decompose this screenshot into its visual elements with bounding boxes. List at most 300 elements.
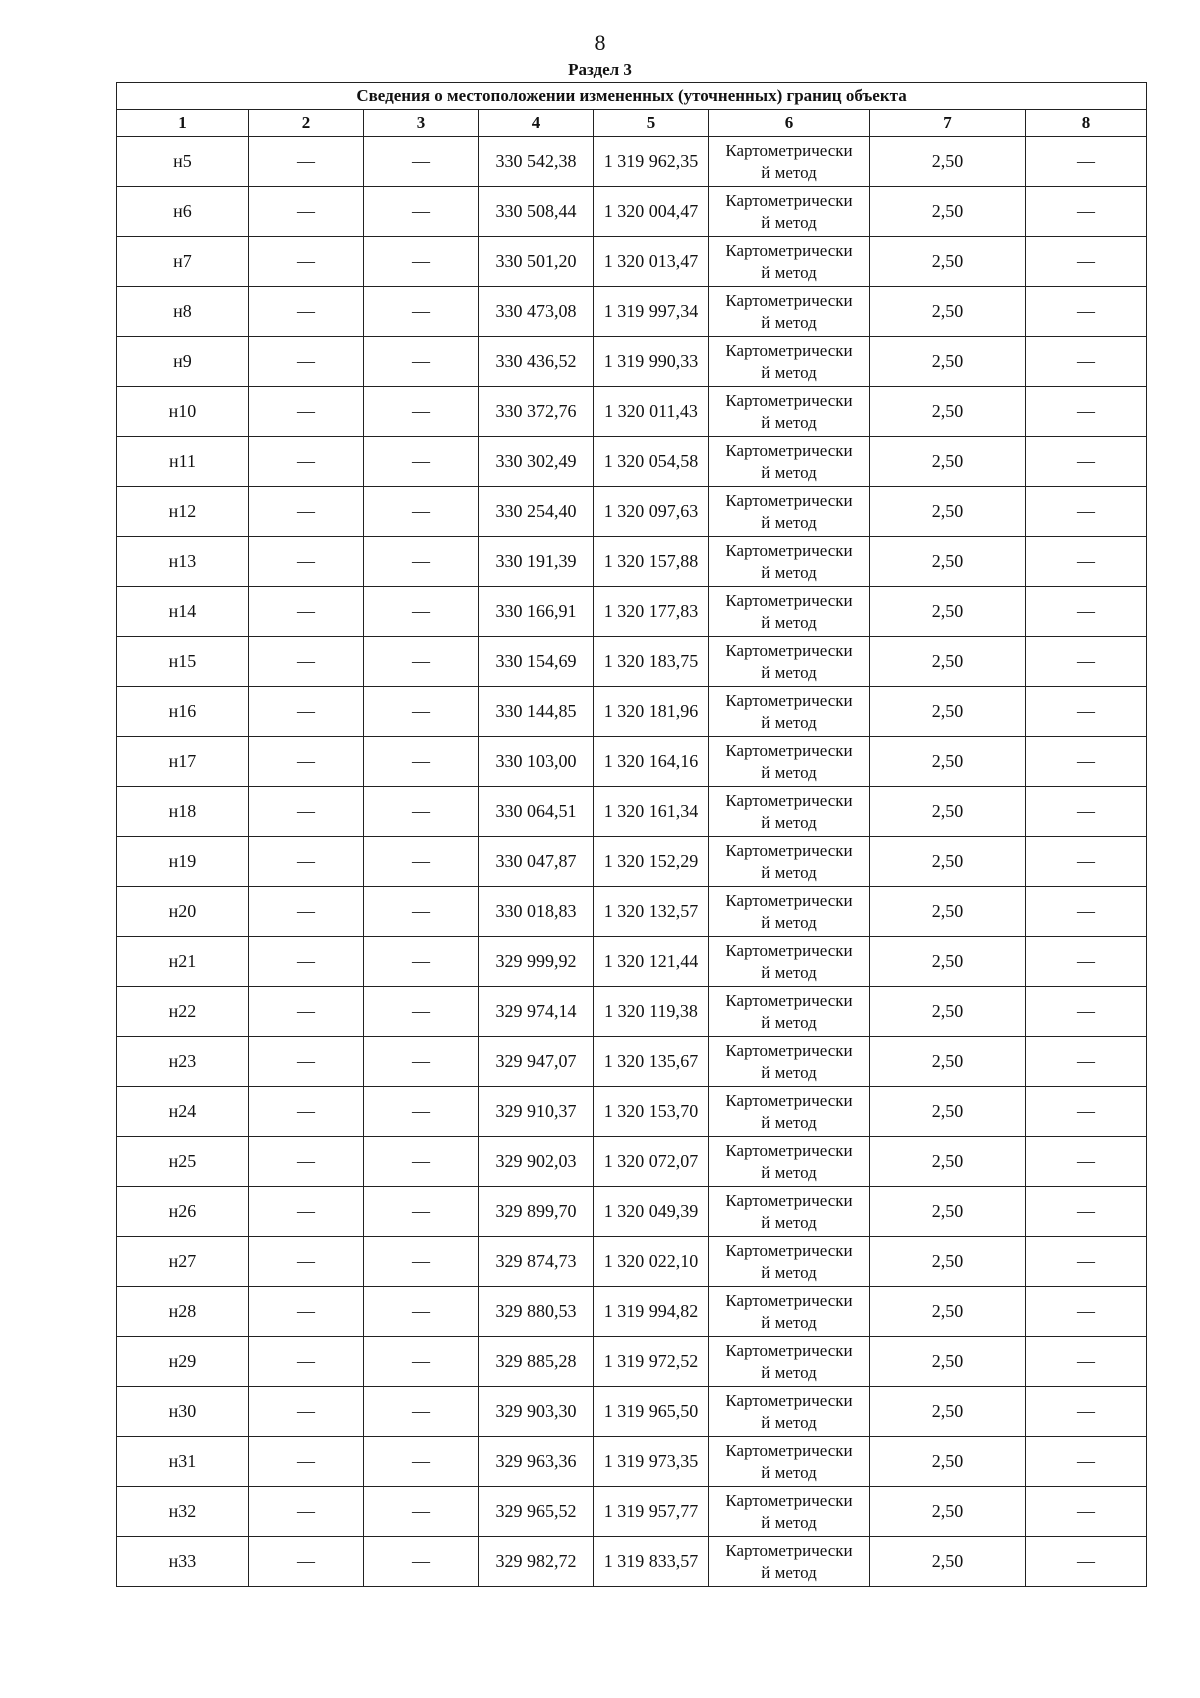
x-coordinate-cell: 330 473,08 bbox=[479, 287, 594, 337]
accuracy-cell: 2,50 bbox=[870, 837, 1026, 887]
method-text-line: Картометрически bbox=[725, 1290, 853, 1310]
table-row bbox=[117, 1137, 1147, 1187]
table-row bbox=[117, 1037, 1147, 1087]
table-header-row bbox=[117, 110, 1147, 137]
method-cell bbox=[709, 1237, 870, 1287]
method-text-line: й метод bbox=[761, 1012, 817, 1032]
method-cell bbox=[709, 1087, 870, 1137]
method-text-line: Картометрически bbox=[725, 990, 853, 1010]
accuracy-cell: 2,50 bbox=[870, 1537, 1026, 1587]
point-name-cell: н21 bbox=[117, 937, 249, 987]
method-cell bbox=[709, 437, 870, 487]
method-cell bbox=[709, 1187, 870, 1237]
accuracy-cell: 2,50 bbox=[870, 387, 1026, 437]
column-8-cell: — bbox=[1026, 1137, 1147, 1187]
column-8-cell: — bbox=[1026, 1187, 1147, 1237]
method-text-line: й метод bbox=[761, 962, 817, 982]
column-2-cell: — bbox=[249, 237, 364, 287]
table-row bbox=[117, 1187, 1147, 1237]
method-cell bbox=[709, 987, 870, 1037]
point-name-cell: н12 bbox=[117, 487, 249, 537]
table-row bbox=[117, 837, 1147, 887]
x-coordinate-cell: 329 885,28 bbox=[479, 1337, 594, 1387]
method-text-line: Картометрически bbox=[725, 340, 853, 360]
y-coordinate-cell: 1 320 054,58 bbox=[594, 437, 709, 487]
column-3-cell: — bbox=[364, 837, 479, 887]
x-coordinate-cell: 329 880,53 bbox=[479, 1287, 594, 1337]
column-2-cell: — bbox=[249, 687, 364, 737]
method-text-line: Картометрически bbox=[725, 890, 853, 910]
column-header: 2 bbox=[249, 110, 364, 137]
point-name-cell: н17 bbox=[117, 737, 249, 787]
point-name-cell: н9 bbox=[117, 337, 249, 387]
point-name-cell: н8 bbox=[117, 287, 249, 337]
method-text-line: й метод bbox=[761, 912, 817, 932]
method-cell bbox=[709, 1487, 870, 1537]
method-text-line: й метод bbox=[761, 162, 817, 182]
column-3-cell: — bbox=[364, 787, 479, 837]
column-3-cell: — bbox=[364, 1337, 479, 1387]
x-coordinate-cell: 329 982,72 bbox=[479, 1537, 594, 1587]
point-name-cell: н32 bbox=[117, 1487, 249, 1537]
accuracy-cell: 2,50 bbox=[870, 337, 1026, 387]
y-coordinate-cell: 1 320 153,70 bbox=[594, 1087, 709, 1137]
method-text-line: Картометрически bbox=[725, 1090, 853, 1110]
method-text-line: Картометрически bbox=[725, 840, 853, 860]
method-text-line: й метод bbox=[761, 1462, 817, 1482]
method-text-line: Картометрически bbox=[725, 940, 853, 960]
table-row bbox=[117, 1387, 1147, 1437]
column-2-cell: — bbox=[249, 337, 364, 387]
method-cell bbox=[709, 887, 870, 937]
method-text-line: Картометрически bbox=[725, 740, 853, 760]
x-coordinate-cell: 330 508,44 bbox=[479, 187, 594, 237]
accuracy-cell: 2,50 bbox=[870, 737, 1026, 787]
method-text-line: й метод bbox=[761, 362, 817, 382]
point-name-cell: н7 bbox=[117, 237, 249, 287]
column-3-cell: — bbox=[364, 1187, 479, 1237]
column-2-cell: — bbox=[249, 287, 364, 337]
column-8-cell: — bbox=[1026, 587, 1147, 637]
method-cell bbox=[709, 387, 870, 437]
method-text-line: й метод bbox=[761, 312, 817, 332]
column-header: 3 bbox=[364, 110, 479, 137]
y-coordinate-cell: 1 319 962,35 bbox=[594, 137, 709, 187]
column-2-cell: — bbox=[249, 1437, 364, 1487]
column-2-cell: — bbox=[249, 537, 364, 587]
method-cell bbox=[709, 787, 870, 837]
table-row bbox=[117, 437, 1147, 487]
column-2-cell: — bbox=[249, 1187, 364, 1237]
table-row bbox=[117, 1237, 1147, 1287]
method-text-line: Картометрически bbox=[725, 240, 853, 260]
method-text-line: й метод bbox=[761, 1062, 817, 1082]
column-3-cell: — bbox=[364, 187, 479, 237]
accuracy-cell: 2,50 bbox=[870, 137, 1026, 187]
table-row bbox=[117, 587, 1147, 637]
x-coordinate-cell: 330 372,76 bbox=[479, 387, 594, 437]
column-8-cell: — bbox=[1026, 437, 1147, 487]
column-8-cell: — bbox=[1026, 387, 1147, 437]
point-name-cell: н6 bbox=[117, 187, 249, 237]
method-cell bbox=[709, 487, 870, 537]
accuracy-cell: 2,50 bbox=[870, 1137, 1026, 1187]
column-8-cell: — bbox=[1026, 337, 1147, 387]
point-name-cell: н33 bbox=[117, 1537, 249, 1587]
y-coordinate-cell: 1 320 119,38 bbox=[594, 987, 709, 1037]
column-3-cell: — bbox=[364, 587, 479, 637]
method-cell bbox=[709, 937, 870, 987]
table-body bbox=[117, 137, 1147, 1587]
y-coordinate-cell: 1 320 183,75 bbox=[594, 637, 709, 687]
column-2-cell: — bbox=[249, 587, 364, 637]
accuracy-cell: 2,50 bbox=[870, 537, 1026, 587]
column-header: 4 bbox=[479, 110, 594, 137]
point-name-cell: н25 bbox=[117, 1137, 249, 1187]
y-coordinate-cell: 1 320 004,47 bbox=[594, 187, 709, 237]
method-text-line: й метод bbox=[761, 812, 817, 832]
column-2-cell: — bbox=[249, 837, 364, 887]
x-coordinate-cell: 330 436,52 bbox=[479, 337, 594, 387]
method-text-line: Картометрически bbox=[725, 690, 853, 710]
method-text-line: Картометрически bbox=[725, 490, 853, 510]
y-coordinate-cell: 1 319 997,34 bbox=[594, 287, 709, 337]
accuracy-cell: 2,50 bbox=[870, 1487, 1026, 1537]
y-coordinate-cell: 1 320 135,67 bbox=[594, 1037, 709, 1087]
method-cell bbox=[709, 737, 870, 787]
y-coordinate-cell: 1 320 022,10 bbox=[594, 1237, 709, 1287]
column-2-cell: — bbox=[249, 1137, 364, 1187]
accuracy-cell: 2,50 bbox=[870, 287, 1026, 337]
x-coordinate-cell: 330 254,40 bbox=[479, 487, 594, 537]
column-3-cell: — bbox=[364, 687, 479, 737]
column-3-cell: — bbox=[364, 637, 479, 687]
column-8-cell: — bbox=[1026, 287, 1147, 337]
accuracy-cell: 2,50 bbox=[870, 1337, 1026, 1387]
column-2-cell: — bbox=[249, 1537, 364, 1587]
table-row bbox=[117, 787, 1147, 837]
column-8-cell: — bbox=[1026, 1037, 1147, 1087]
x-coordinate-cell: 330 302,49 bbox=[479, 437, 594, 487]
y-coordinate-cell: 1 320 132,57 bbox=[594, 887, 709, 937]
table-row bbox=[117, 1337, 1147, 1387]
page-number: 8 bbox=[594, 30, 606, 55]
table-row bbox=[117, 387, 1147, 437]
accuracy-cell: 2,50 bbox=[870, 1187, 1026, 1237]
y-coordinate-cell: 1 320 121,44 bbox=[594, 937, 709, 987]
method-text-line: Картометрически bbox=[725, 1340, 853, 1360]
column-3-cell: — bbox=[364, 137, 479, 187]
x-coordinate-cell: 329 899,70 bbox=[479, 1187, 594, 1237]
table-row bbox=[117, 187, 1147, 237]
y-coordinate-cell: 1 319 833,57 bbox=[594, 1537, 709, 1587]
method-cell bbox=[709, 1537, 870, 1587]
method-text-line: й метод bbox=[761, 1212, 817, 1232]
column-2-cell: — bbox=[249, 137, 364, 187]
method-text-line: Картометрически bbox=[725, 1490, 853, 1510]
accuracy-cell: 2,50 bbox=[870, 1037, 1026, 1087]
column-8-cell: — bbox=[1026, 687, 1147, 737]
column-3-cell: — bbox=[364, 1237, 479, 1287]
column-header: 5 bbox=[594, 110, 709, 137]
method-text-line: Картометрически bbox=[725, 1440, 853, 1460]
table-row bbox=[117, 1087, 1147, 1137]
point-name-cell: н5 bbox=[117, 137, 249, 187]
table-row bbox=[117, 687, 1147, 737]
column-3-cell: — bbox=[364, 437, 479, 487]
column-8-cell: — bbox=[1026, 1087, 1147, 1137]
method-text-line: й метод bbox=[761, 1162, 817, 1182]
x-coordinate-cell: 329 903,30 bbox=[479, 1387, 594, 1437]
x-coordinate-cell: 330 018,83 bbox=[479, 887, 594, 937]
column-8-cell: — bbox=[1026, 1337, 1147, 1387]
column-8-cell: — bbox=[1026, 1387, 1147, 1437]
method-text-line: Картометрически bbox=[725, 1140, 853, 1160]
column-3-cell: — bbox=[364, 737, 479, 787]
table-row bbox=[117, 1537, 1147, 1587]
column-header: 6 bbox=[709, 110, 870, 137]
y-coordinate-cell: 1 320 164,16 bbox=[594, 737, 709, 787]
table-row bbox=[117, 937, 1147, 987]
table-row bbox=[117, 637, 1147, 687]
table-row bbox=[117, 337, 1147, 387]
table-row bbox=[117, 487, 1147, 537]
x-coordinate-cell: 330 191,39 bbox=[479, 537, 594, 587]
table-caption-row bbox=[117, 83, 1147, 110]
column-3-cell: — bbox=[364, 487, 479, 537]
method-text-line: й метод bbox=[761, 1562, 817, 1582]
method-text-line: Картометрически bbox=[725, 640, 853, 660]
method-text-line: й метод bbox=[761, 1262, 817, 1282]
method-cell bbox=[709, 1287, 870, 1337]
column-3-cell: — bbox=[364, 1387, 479, 1437]
accuracy-cell: 2,50 bbox=[870, 587, 1026, 637]
table-caption: Сведения о местоположении измененных (уточненных) границ объекта bbox=[117, 83, 1147, 110]
point-name-cell: н23 bbox=[117, 1037, 249, 1087]
column-2-cell: — bbox=[249, 387, 364, 437]
y-coordinate-cell: 1 320 181,96 bbox=[594, 687, 709, 737]
column-2-cell: — bbox=[249, 937, 364, 987]
accuracy-cell: 2,50 bbox=[870, 1237, 1026, 1287]
point-name-cell: н19 bbox=[117, 837, 249, 887]
column-3-cell: — bbox=[364, 1437, 479, 1487]
x-coordinate-cell: 329 963,36 bbox=[479, 1437, 594, 1487]
method-cell bbox=[709, 337, 870, 387]
column-2-cell: — bbox=[249, 1337, 364, 1387]
accuracy-cell: 2,50 bbox=[870, 187, 1026, 237]
x-coordinate-cell: 330 542,38 bbox=[479, 137, 594, 187]
column-8-cell: — bbox=[1026, 987, 1147, 1037]
method-text-line: й метод bbox=[761, 862, 817, 882]
x-coordinate-cell: 330 154,69 bbox=[479, 637, 594, 687]
method-text-line: Картометрически bbox=[725, 140, 853, 160]
column-2-cell: — bbox=[249, 887, 364, 937]
column-8-cell: — bbox=[1026, 137, 1147, 187]
accuracy-cell: 2,50 bbox=[870, 987, 1026, 1037]
column-3-cell: — bbox=[364, 387, 479, 437]
point-name-cell: н27 bbox=[117, 1237, 249, 1287]
method-text-line: Картометрически bbox=[725, 590, 853, 610]
x-coordinate-cell: 330 103,00 bbox=[479, 737, 594, 787]
column-3-cell: — bbox=[364, 337, 479, 387]
table-row bbox=[117, 137, 1147, 187]
y-coordinate-cell: 1 320 011,43 bbox=[594, 387, 709, 437]
method-text-line: Картометрически bbox=[725, 540, 853, 560]
column-3-cell: — bbox=[364, 1287, 479, 1337]
table-row bbox=[117, 987, 1147, 1037]
y-coordinate-cell: 1 319 972,52 bbox=[594, 1337, 709, 1387]
method-text-line: й метод bbox=[761, 262, 817, 282]
method-cell bbox=[709, 1337, 870, 1387]
column-8-cell: — bbox=[1026, 937, 1147, 987]
column-2-cell: — bbox=[249, 637, 364, 687]
x-coordinate-cell: 329 910,37 bbox=[479, 1087, 594, 1137]
point-name-cell: н22 bbox=[117, 987, 249, 1037]
column-8-cell: — bbox=[1026, 1437, 1147, 1487]
accuracy-cell: 2,50 bbox=[870, 637, 1026, 687]
point-name-cell: н11 bbox=[117, 437, 249, 487]
column-2-cell: — bbox=[249, 1087, 364, 1137]
method-text-line: Картометрически bbox=[725, 1240, 853, 1260]
column-8-cell: — bbox=[1026, 887, 1147, 937]
method-cell bbox=[709, 1437, 870, 1487]
method-cell bbox=[709, 137, 870, 187]
method-text-line: Картометрически bbox=[725, 1390, 853, 1410]
table-row bbox=[117, 1437, 1147, 1487]
column-8-cell: — bbox=[1026, 787, 1147, 837]
point-name-cell: н26 bbox=[117, 1187, 249, 1237]
column-8-cell: — bbox=[1026, 487, 1147, 537]
column-3-cell: — bbox=[364, 1487, 479, 1537]
point-name-cell: н10 bbox=[117, 387, 249, 437]
x-coordinate-cell: 330 166,91 bbox=[479, 587, 594, 637]
method-cell bbox=[709, 637, 870, 687]
x-coordinate-cell: 329 902,03 bbox=[479, 1137, 594, 1187]
accuracy-cell: 2,50 bbox=[870, 1287, 1026, 1337]
y-coordinate-cell: 1 319 957,77 bbox=[594, 1487, 709, 1537]
method-cell bbox=[709, 587, 870, 637]
column-3-cell: — bbox=[364, 987, 479, 1037]
column-2-cell: — bbox=[249, 1487, 364, 1537]
column-header: 8 bbox=[1026, 110, 1147, 137]
method-text-line: й метод bbox=[761, 1112, 817, 1132]
point-name-cell: н28 bbox=[117, 1287, 249, 1337]
method-text-line: й метод bbox=[761, 612, 817, 632]
column-3-cell: — bbox=[364, 287, 479, 337]
method-text-line: Картометрически bbox=[725, 390, 853, 410]
section-title: Раздел 3 bbox=[568, 60, 632, 79]
table-row bbox=[117, 737, 1147, 787]
y-coordinate-cell: 1 320 161,34 bbox=[594, 787, 709, 837]
method-text-line: й метод bbox=[761, 712, 817, 732]
method-cell bbox=[709, 1387, 870, 1437]
method-text-line: й метод bbox=[761, 412, 817, 432]
accuracy-cell: 2,50 bbox=[870, 487, 1026, 537]
method-text-line: й метод bbox=[761, 1362, 817, 1382]
column-header: 1 bbox=[117, 110, 249, 137]
column-8-cell: — bbox=[1026, 1487, 1147, 1537]
column-3-cell: — bbox=[364, 1037, 479, 1087]
column-8-cell: — bbox=[1026, 1237, 1147, 1287]
column-3-cell: — bbox=[364, 887, 479, 937]
y-coordinate-cell: 1 320 152,29 bbox=[594, 837, 709, 887]
column-8-cell: — bbox=[1026, 1537, 1147, 1587]
column-2-cell: — bbox=[249, 987, 364, 1037]
method-text-line: й метод bbox=[761, 1512, 817, 1532]
x-coordinate-cell: 330 144,85 bbox=[479, 687, 594, 737]
column-3-cell: — bbox=[364, 1087, 479, 1137]
point-name-cell: н29 bbox=[117, 1337, 249, 1387]
method-text-line: Картометрически bbox=[725, 1190, 853, 1210]
method-text-line: й метод bbox=[761, 662, 817, 682]
column-8-cell: — bbox=[1026, 1287, 1147, 1337]
boundary-coordinates-table bbox=[116, 82, 1147, 1587]
method-text-line: Картометрически bbox=[725, 190, 853, 210]
accuracy-cell: 2,50 bbox=[870, 237, 1026, 287]
column-8-cell: — bbox=[1026, 537, 1147, 587]
method-text-line: й метод bbox=[761, 762, 817, 782]
point-name-cell: н24 bbox=[117, 1087, 249, 1137]
y-coordinate-cell: 1 319 994,82 bbox=[594, 1287, 709, 1337]
x-coordinate-cell: 329 974,14 bbox=[479, 987, 594, 1037]
x-coordinate-cell: 330 047,87 bbox=[479, 837, 594, 887]
method-text-line: й метод bbox=[761, 1312, 817, 1332]
method-cell bbox=[709, 837, 870, 887]
column-8-cell: — bbox=[1026, 737, 1147, 787]
y-coordinate-cell: 1 320 177,83 bbox=[594, 587, 709, 637]
accuracy-cell: 2,50 bbox=[870, 1087, 1026, 1137]
method-text-line: й метод bbox=[761, 462, 817, 482]
method-text-line: й метод bbox=[761, 212, 817, 232]
column-3-cell: — bbox=[364, 1137, 479, 1187]
table-row bbox=[117, 237, 1147, 287]
method-cell bbox=[709, 537, 870, 587]
point-name-cell: н30 bbox=[117, 1387, 249, 1437]
column-2-cell: — bbox=[249, 187, 364, 237]
table-row bbox=[117, 287, 1147, 337]
method-cell bbox=[709, 287, 870, 337]
accuracy-cell: 2,50 bbox=[870, 887, 1026, 937]
method-cell bbox=[709, 237, 870, 287]
point-name-cell: н15 bbox=[117, 637, 249, 687]
method-cell bbox=[709, 687, 870, 737]
table-row bbox=[117, 887, 1147, 937]
column-3-cell: — bbox=[364, 1537, 479, 1587]
column-3-cell: — bbox=[364, 537, 479, 587]
x-coordinate-cell: 329 999,92 bbox=[479, 937, 594, 987]
point-name-cell: н14 bbox=[117, 587, 249, 637]
x-coordinate-cell: 329 874,73 bbox=[479, 1237, 594, 1287]
method-text-line: й метод bbox=[761, 512, 817, 532]
column-3-cell: — bbox=[364, 937, 479, 987]
method-text-line: Картометрически bbox=[725, 440, 853, 460]
column-header: 7 bbox=[870, 110, 1026, 137]
y-coordinate-cell: 1 320 072,07 bbox=[594, 1137, 709, 1187]
point-name-cell: н31 bbox=[117, 1437, 249, 1487]
y-coordinate-cell: 1 319 990,33 bbox=[594, 337, 709, 387]
y-coordinate-cell: 1 319 965,50 bbox=[594, 1387, 709, 1437]
table-row bbox=[117, 537, 1147, 587]
y-coordinate-cell: 1 319 973,35 bbox=[594, 1437, 709, 1487]
accuracy-cell: 2,50 bbox=[870, 687, 1026, 737]
method-text-line: Картометрически bbox=[725, 1540, 853, 1560]
table-row bbox=[117, 1487, 1147, 1537]
point-name-cell: н13 bbox=[117, 537, 249, 587]
x-coordinate-cell: 329 947,07 bbox=[479, 1037, 594, 1087]
point-name-cell: н20 bbox=[117, 887, 249, 937]
accuracy-cell: 2,50 bbox=[870, 937, 1026, 987]
accuracy-cell: 2,50 bbox=[870, 1387, 1026, 1437]
